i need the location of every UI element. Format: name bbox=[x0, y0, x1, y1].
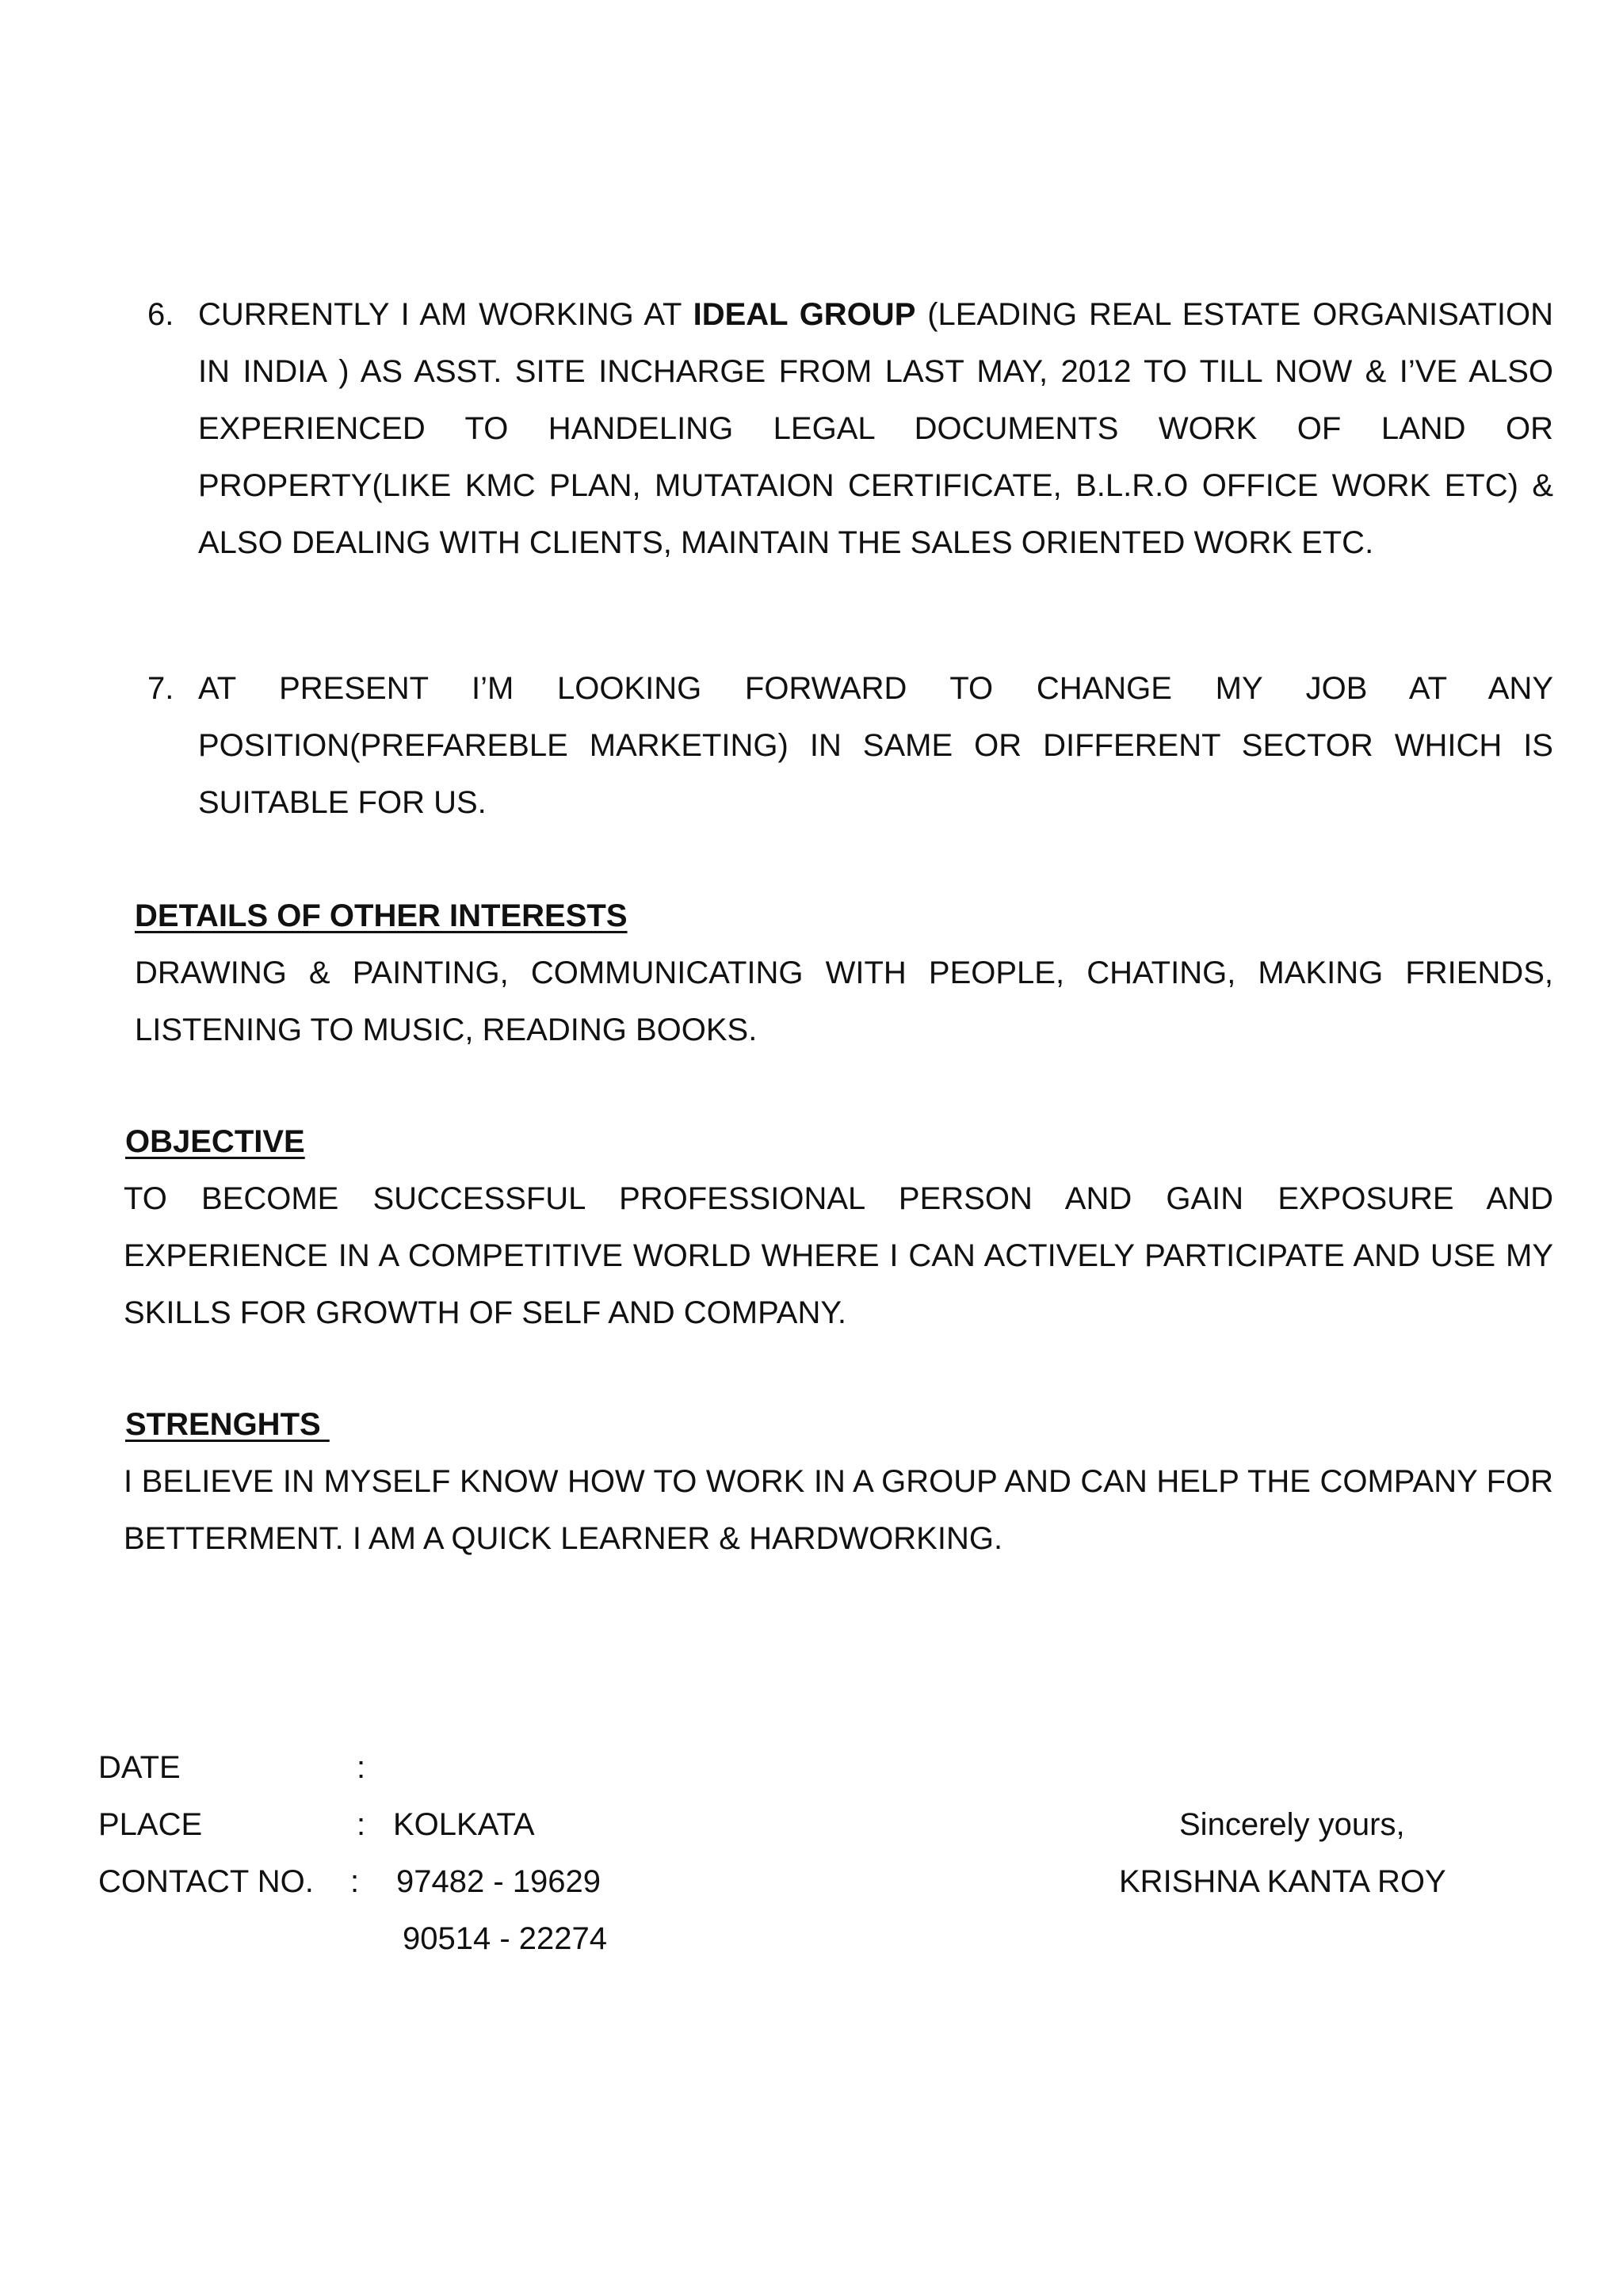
signature-name: KRISHNA KANTA ROY bbox=[1119, 1864, 1446, 1899]
objective-text: TO BECOME SUCCESSFUL PROFESSIONAL PERSON AND GAIN EXPOSURE AND EXPERIENCE IN A COMPETITIVE WORLD WHERE I CAN ACTIVELY PARTICIPATE AND USE MY SKILLS FOR GROWTH OF SELF AND COMPANY. bbox=[124, 1181, 1553, 1330]
strengths-heading: STRENGHTS bbox=[125, 1407, 330, 1442]
text-after-company: (LEADING REAL ESTATE ORGANISATION IN INDIA ) AS ASST. SITE INCHARGE FROM LAST MAY, 2012 TO TILL NOW & I’VE ALSO EXPERIENCED TO HANDELING LEGAL DOCUMENTS WORK OF LAND OR PROPERTY(LIKE KMC PLAN, MUTATAION CERTIFICATE, B.L.R.O OFFICE WORK ETC) & ALSO DEALING WITH CLIENTS, MAINTAIN THE SALES ORIENTED WORK ETC. bbox=[198, 297, 1554, 560]
list-number: 7. bbox=[147, 671, 174, 706]
list-number: 6. bbox=[147, 297, 174, 332]
experience-item-6-text bbox=[198, 286, 1553, 571]
objective-heading: OBJECTIVE bbox=[125, 1124, 305, 1159]
contact-number-2: 90514 - 22274 bbox=[403, 1921, 608, 1956]
date-separator: : bbox=[357, 1750, 366, 1785]
place-separator: : bbox=[357, 1807, 366, 1842]
closing-text: Sincerely yours, bbox=[1179, 1807, 1405, 1842]
experience-item-7 bbox=[147, 660, 1553, 831]
contact-label: CONTACT NO. bbox=[98, 1864, 314, 1899]
place-label: PLACE bbox=[98, 1807, 203, 1842]
place-value: KOLKATA bbox=[393, 1807, 535, 1842]
interests-heading: DETAILS OF OTHER INTERESTS bbox=[135, 898, 628, 933]
contact-separator: : bbox=[350, 1864, 360, 1899]
company-name: IDEAL GROUP bbox=[693, 297, 916, 332]
experience-item-6 bbox=[147, 286, 1553, 571]
strengths-text: I BELIEVE IN MYSELF KNOW HOW TO WORK IN A GROUP AND CAN HELP THE COMPANY FOR BETTERMENT. I AM A QUICK LEARNER & HARDWORKING. bbox=[124, 1464, 1553, 1556]
experience-item-7-text: AT PRESENT I’M LOOKING FORWARD TO CHANGE MY JOB AT ANY POSITION(PREFAREBLE MARKETING) IN SAME OR DIFFERENT SECTOR WHICH IS SUITABLE FOR US. bbox=[198, 671, 1553, 820]
interests-text: DRAWING & PAINTING, COMMUNICATING WITH PEOPLE, CHATING, MAKING FRIENDS, LISTENING TO MUSIC, READING BOOKS. bbox=[135, 955, 1553, 1047]
text-before-company: CURRENTLY I AM WORKING AT bbox=[198, 297, 693, 332]
date-label: DATE bbox=[98, 1750, 181, 1785]
contact-number-1: 97482 - 19629 bbox=[396, 1864, 601, 1899]
